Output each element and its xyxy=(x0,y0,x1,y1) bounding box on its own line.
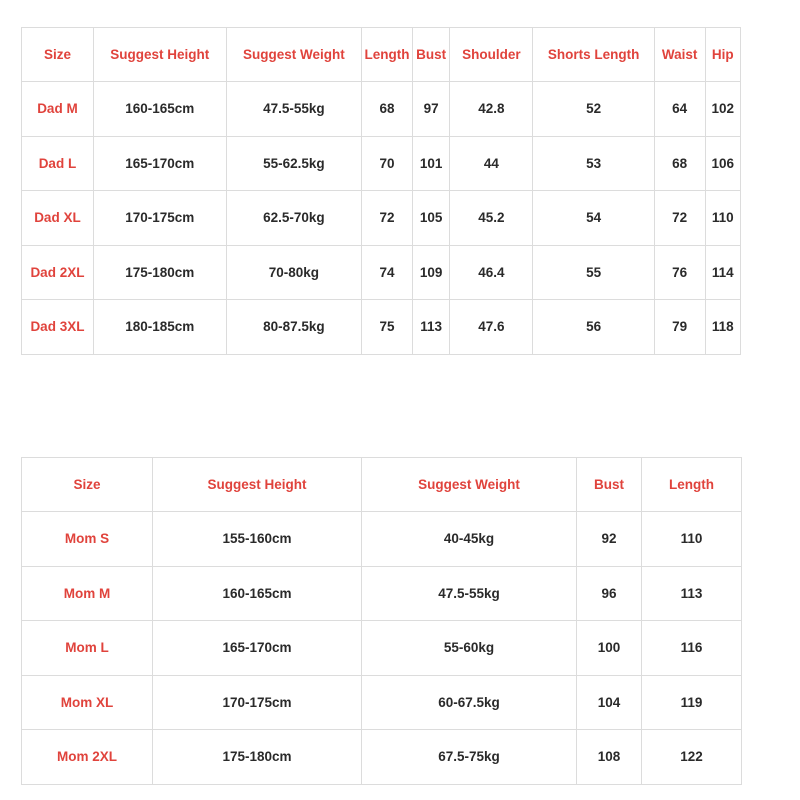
weight-value: 47.5-55kg xyxy=(362,566,577,621)
length-value: 68 xyxy=(362,82,413,137)
waist-value: 76 xyxy=(654,245,705,300)
table-row xyxy=(22,675,742,730)
bust-value: 100 xyxy=(577,621,642,676)
size-label: Mom XL xyxy=(22,675,153,730)
dad-header-row xyxy=(22,28,741,82)
mom-header-height: Suggest Height xyxy=(153,458,362,512)
size-label: Dad M xyxy=(22,82,94,137)
dad-header-length: Length xyxy=(362,28,413,82)
bust-value: 96 xyxy=(577,566,642,621)
size-label: Dad 3XL xyxy=(22,300,94,355)
mom-header-weight: Suggest Weight xyxy=(362,458,577,512)
height-value: 155-160cm xyxy=(153,512,362,567)
table-row xyxy=(22,300,741,355)
length-value: 75 xyxy=(362,300,413,355)
shorts-length-value: 55 xyxy=(533,245,655,300)
table-row xyxy=(22,512,742,567)
bust-value: 113 xyxy=(412,300,449,355)
dad-header-hip: Hip xyxy=(705,28,741,82)
mom-size-table xyxy=(21,457,742,785)
shoulder-value: 44 xyxy=(450,136,533,191)
weight-value: 47.5-55kg xyxy=(226,82,362,137)
height-value: 180-185cm xyxy=(93,300,226,355)
size-label: Mom M xyxy=(22,566,153,621)
hip-value: 114 xyxy=(705,245,741,300)
shoulder-value: 46.4 xyxy=(450,245,533,300)
height-value: 175-180cm xyxy=(153,730,362,785)
bust-value: 101 xyxy=(412,136,449,191)
shorts-length-value: 53 xyxy=(533,136,655,191)
bust-value: 92 xyxy=(577,512,642,567)
height-value: 175-180cm xyxy=(93,245,226,300)
length-value: 72 xyxy=(362,191,413,246)
size-label: Mom S xyxy=(22,512,153,567)
waist-value: 72 xyxy=(654,191,705,246)
length-value: 119 xyxy=(642,675,742,730)
waist-value: 79 xyxy=(654,300,705,355)
weight-value: 67.5-75kg xyxy=(362,730,577,785)
table-row xyxy=(22,566,742,621)
shoulder-value: 47.6 xyxy=(450,300,533,355)
height-value: 160-165cm xyxy=(153,566,362,621)
weight-value: 62.5-70kg xyxy=(226,191,362,246)
length-value: 116 xyxy=(642,621,742,676)
waist-value: 64 xyxy=(654,82,705,137)
table-row xyxy=(22,82,741,137)
table-row xyxy=(22,245,741,300)
dad-header-bust: Bust xyxy=(412,28,449,82)
bust-value: 109 xyxy=(412,245,449,300)
bust-value: 97 xyxy=(412,82,449,137)
dad-header-weight: Suggest Weight xyxy=(226,28,362,82)
height-value: 165-170cm xyxy=(153,621,362,676)
size-label: Dad L xyxy=(22,136,94,191)
height-value: 160-165cm xyxy=(93,82,226,137)
weight-value: 70-80kg xyxy=(226,245,362,300)
length-value: 70 xyxy=(362,136,413,191)
bust-value: 105 xyxy=(412,191,449,246)
table-row xyxy=(22,136,741,191)
length-value: 122 xyxy=(642,730,742,785)
size-label: Mom 2XL xyxy=(22,730,153,785)
shorts-length-value: 52 xyxy=(533,82,655,137)
dad-header-shorts-length: Shorts Length xyxy=(533,28,655,82)
weight-value: 40-45kg xyxy=(362,512,577,567)
mom-header-bust: Bust xyxy=(577,458,642,512)
length-value: 113 xyxy=(642,566,742,621)
length-value: 74 xyxy=(362,245,413,300)
height-value: 170-175cm xyxy=(153,675,362,730)
table-row xyxy=(22,730,742,785)
dad-header-shoulder: Shoulder xyxy=(450,28,533,82)
size-label: Mom L xyxy=(22,621,153,676)
mom-header-size: Size xyxy=(22,458,153,512)
dad-size-table xyxy=(21,27,741,355)
length-value: 110 xyxy=(642,512,742,567)
mom-header-row xyxy=(22,458,742,512)
dad-header-waist: Waist xyxy=(654,28,705,82)
shorts-length-value: 56 xyxy=(533,300,655,355)
hip-value: 110 xyxy=(705,191,741,246)
hip-value: 118 xyxy=(705,300,741,355)
mom-header-length: Length xyxy=(642,458,742,512)
dad-header-size: Size xyxy=(22,28,94,82)
size-label: Dad XL xyxy=(22,191,94,246)
weight-value: 55-60kg xyxy=(362,621,577,676)
hip-value: 102 xyxy=(705,82,741,137)
hip-value: 106 xyxy=(705,136,741,191)
weight-value: 80-87.5kg xyxy=(226,300,362,355)
table-row xyxy=(22,621,742,676)
bust-value: 108 xyxy=(577,730,642,785)
shoulder-value: 45.2 xyxy=(450,191,533,246)
bust-value: 104 xyxy=(577,675,642,730)
waist-value: 68 xyxy=(654,136,705,191)
weight-value: 60-67.5kg xyxy=(362,675,577,730)
size-label: Dad 2XL xyxy=(22,245,94,300)
shorts-length-value: 54 xyxy=(533,191,655,246)
height-value: 165-170cm xyxy=(93,136,226,191)
shoulder-value: 42.8 xyxy=(450,82,533,137)
height-value: 170-175cm xyxy=(93,191,226,246)
dad-header-height: Suggest Height xyxy=(93,28,226,82)
table-row xyxy=(22,191,741,246)
weight-value: 55-62.5kg xyxy=(226,136,362,191)
